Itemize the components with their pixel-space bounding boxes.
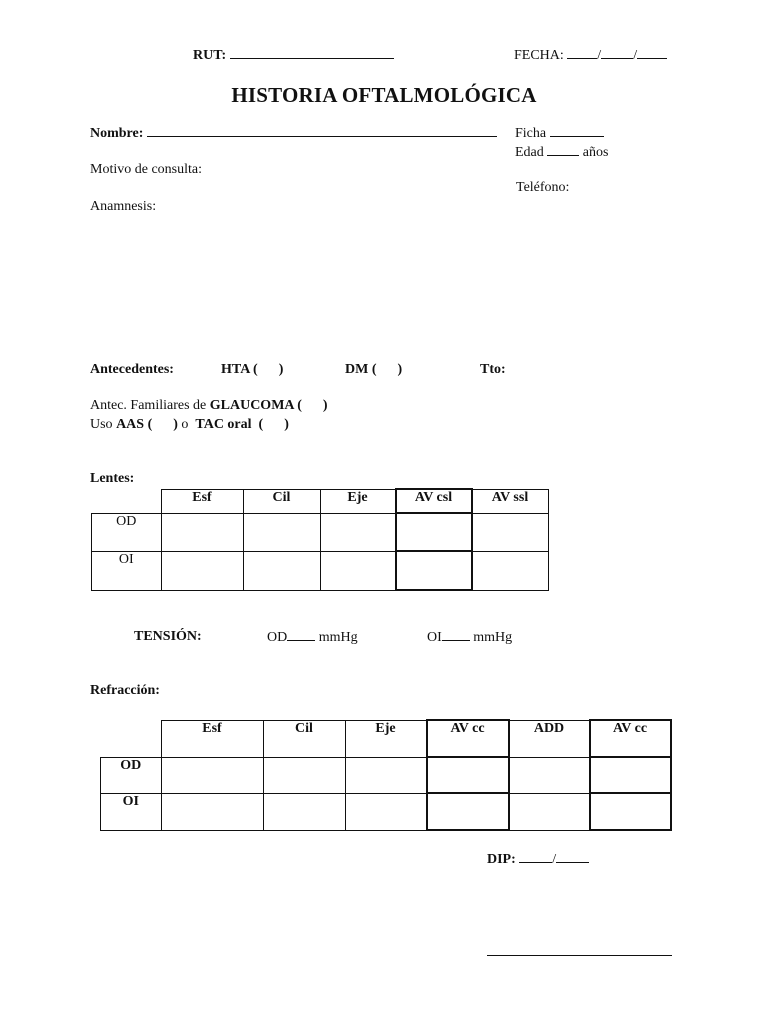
table-header-row	[101, 720, 671, 757]
uso-label: Uso	[90, 417, 113, 432]
familiares-label: Antec. Familiares de	[90, 398, 207, 413]
table-header-row	[92, 489, 549, 513]
refraccion-label: Refracción:	[90, 683, 160, 698]
refraccion-od-eje-cell[interactable]	[345, 757, 427, 793]
table-row	[101, 757, 671, 793]
refraccion-header-esf: Esf	[161, 720, 263, 757]
lentes-header-eje: Eje	[320, 489, 396, 513]
fecha-field	[514, 47, 667, 64]
refraccion-header-av-cc: AV cc	[427, 720, 509, 757]
refraccion-oi-eje-cell[interactable]	[345, 793, 427, 830]
refraccion-header-eje: Eje	[345, 720, 427, 757]
nombre-field	[90, 125, 497, 142]
lentes-oi-esf-cell[interactable]	[161, 551, 243, 590]
tension-oi-unit: mmHg	[473, 630, 513, 645]
lentes-table	[91, 488, 549, 591]
refraccion-header-add: ADD	[509, 720, 590, 757]
lentes-label: Lentes:	[90, 471, 135, 486]
lentes-header-av-csl: AV csl	[396, 489, 472, 513]
lentes-od-cil-cell[interactable]	[243, 513, 320, 551]
lentes-oi-av-csl-cell[interactable]	[396, 551, 472, 590]
refraccion-oi-av-cc-2-cell[interactable]	[590, 793, 671, 830]
refraccion-od-esf-cell[interactable]	[161, 757, 263, 793]
fecha-month-line[interactable]	[601, 47, 633, 59]
table-row	[101, 793, 671, 830]
refraccion-header-cil: Cil	[263, 720, 345, 757]
lentes-od-eje-cell[interactable]	[320, 513, 396, 551]
lentes-od-av-csl-cell[interactable]	[396, 513, 472, 551]
tension-label: TENSIÓN:	[134, 629, 202, 644]
refraccion-table	[100, 719, 672, 831]
fecha-day-line[interactable]	[567, 47, 597, 59]
edad-unit: años	[582, 145, 609, 160]
refraccion-od-cil-cell[interactable]	[263, 757, 345, 793]
dip-separator: /	[552, 852, 557, 867]
lentes-header-av-ssl: AV ssl	[472, 489, 549, 513]
fecha-separator: /	[597, 48, 602, 63]
lentes-oi-av-ssl-cell[interactable]	[472, 551, 549, 590]
o-label: o	[181, 417, 189, 432]
refraccion-od-av-cc-cell[interactable]	[427, 757, 509, 793]
tension-od-unit: mmHg	[318, 630, 358, 645]
refraccion-row-oi: OI	[101, 793, 162, 830]
refraccion-od-av-cc-2-cell[interactable]	[590, 757, 671, 793]
refraccion-header-av-cc-2: AV cc	[590, 720, 671, 757]
lentes-row-od: OD	[92, 513, 162, 551]
dip-field	[487, 851, 589, 868]
tension-od-field	[267, 629, 358, 646]
rut-input-line[interactable]	[230, 47, 394, 59]
ficha-input-line[interactable]	[550, 125, 604, 137]
fecha-label: FECHA:	[514, 48, 564, 63]
tension-oi-label: OI	[427, 630, 442, 645]
edad-input-line[interactable]	[547, 144, 579, 156]
refraccion-oi-add-cell[interactable]	[509, 793, 590, 830]
lentes-oi-cil-cell[interactable]	[243, 551, 320, 590]
lentes-header-esf: Esf	[161, 489, 243, 513]
rut-label: RUT:	[193, 48, 227, 63]
fecha-year-line[interactable]	[637, 47, 667, 59]
dm-checkbox[interactable]: DM ( )	[345, 362, 403, 377]
lentes-od-esf-cell[interactable]	[161, 513, 243, 551]
refraccion-oi-cil-cell[interactable]	[263, 793, 345, 830]
tension-od-label: OD	[267, 630, 288, 645]
ficha-field	[515, 125, 604, 142]
nombre-input-line[interactable]	[147, 125, 497, 137]
motivo-label: Motivo de consulta:	[90, 162, 202, 177]
refraccion-oi-esf-cell[interactable]	[161, 793, 263, 830]
lentes-header-cil: Cil	[243, 489, 320, 513]
tension-oi-field	[427, 629, 512, 646]
refraccion-oi-av-cc-cell[interactable]	[427, 793, 509, 830]
tension-od-input-line[interactable]	[287, 629, 315, 641]
telefono-label: Teléfono:	[516, 180, 570, 195]
tension-oi-input-line[interactable]	[442, 629, 470, 641]
fecha-separator: /	[633, 48, 638, 63]
ficha-label: Ficha	[515, 126, 547, 141]
page-title: HISTORIA OFTALMOLÓGICA	[231, 83, 537, 107]
uso-row	[90, 417, 289, 433]
familiares-row	[90, 398, 328, 414]
dip-second-line[interactable]	[556, 851, 589, 863]
dip-label: DIP:	[487, 852, 516, 867]
tto-label: Tto:	[480, 362, 506, 377]
refraccion-od-add-cell[interactable]	[509, 757, 590, 793]
lentes-od-av-ssl-cell[interactable]	[472, 513, 549, 551]
aas-checkbox[interactable]: AAS ( )	[116, 417, 178, 432]
signature-line[interactable]	[487, 955, 672, 956]
refraccion-row-od: OD	[101, 757, 162, 793]
tac-checkbox[interactable]: TAC oral ( )	[195, 417, 289, 432]
table-row	[92, 513, 549, 551]
antecedentes-label: Antecedentes:	[90, 362, 174, 377]
hta-checkbox[interactable]: HTA ( )	[221, 362, 284, 377]
anamnesis-label: Anamnesis:	[90, 199, 157, 214]
lentes-oi-eje-cell[interactable]	[320, 551, 396, 590]
lentes-row-oi: OI	[92, 551, 162, 590]
nombre-label: Nombre:	[90, 126, 144, 141]
dip-first-line[interactable]	[519, 851, 552, 863]
table-row	[92, 551, 549, 590]
edad-field	[515, 144, 608, 161]
glaucoma-checkbox[interactable]: GLAUCOMA ( )	[209, 398, 328, 413]
edad-label: Edad	[515, 145, 544, 160]
rut-field	[193, 47, 394, 64]
